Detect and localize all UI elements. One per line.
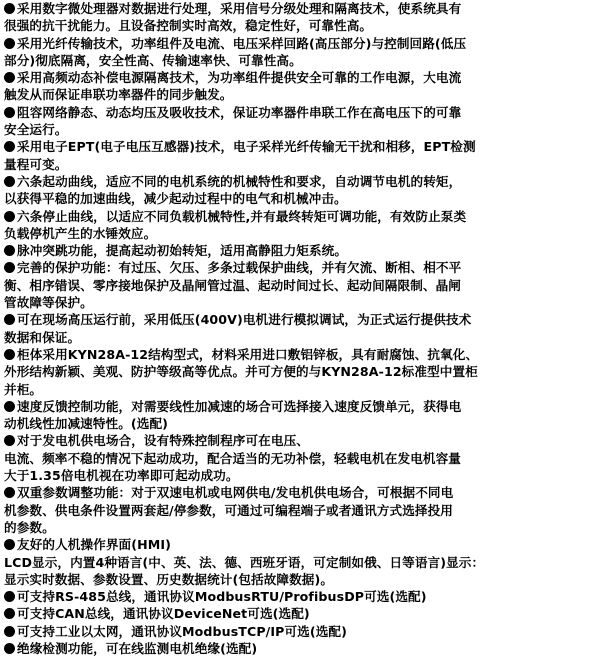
item-text: 阻容网络静态、动态均压及吸收技术，保证功率器件串联工作在高电压下的可靠 [17,104,462,120]
list-item [4,173,592,208]
bullet-icon [4,3,15,14]
item-text: 大于1.35倍电机视在功率即可起动成功。 [4,468,239,484]
list-item [4,138,592,173]
bullet-icon [4,349,15,360]
item-text: 电流、频率不稳的情况下起动成功，配合适当的无功补偿，轻载电机在发电机容量 [4,450,461,466]
item-text: 采用电子EPT(电子电压互感器)技术，电子采样光纤传输无干扰和相移，EPT检测 [17,139,476,155]
item-text: 很强的抗干扰能力。且设备控制实时高效，稳定性好，可靠性高。 [4,18,373,34]
list-item [4,623,592,640]
item-text: 完善的保护功能：有过压、欠压、多条过载保护曲线，并有欠流、断相、相不平 [17,260,462,276]
list-item [4,208,592,243]
bullet-icon [4,262,15,273]
item-text: 负载停机产生的水锤效应。 [4,225,157,241]
list-item [4,69,592,104]
item-text: 部分)彻底隔离，安全性高、传输速率快、可靠性高。 [4,52,302,68]
list-item [4,588,592,605]
bullet-icon [4,401,15,412]
item-text: 管故障等保护。 [4,295,93,311]
item-text: 显示实时数据、参数设置、历史数据统计(包括故障数据)。 [4,571,334,587]
item-text: 并柜。 [4,381,43,397]
list-item [4,605,592,622]
list-item [4,536,592,588]
bullet-icon [4,38,15,49]
item-text: 以获得平稳的加速曲线，减少起动过程中的电气和机械冲击。 [4,191,347,207]
item-text: 采用光纤传输技术，功率组件及电流、电压采样回路(高压部分)与控制回路(低压 [17,35,467,51]
item-text: 可在现场高压运行前，采用低压(400V)电机进行模拟调试，为正式运行提供技术 [17,312,472,328]
list-item [4,398,592,433]
bullet-icon [4,245,15,256]
item-text: 机参数、供电条件设置两套起/停参数，可通过可编程端子或者通讯方式选择投用 [4,502,453,518]
bullet-icon [4,643,15,654]
bullet-icon [4,107,15,118]
bullet-icon [4,314,15,325]
bullet-icon [4,626,15,637]
item-text: 的参数。 [4,519,55,535]
item-text: 采用高频动态补偿电源隔离技术，为功率组件提供安全可靠的工作电源，大电流 [17,70,462,86]
item-text: 六条停止曲线，以适应不同负载机械特性,并有最终转矩可调功能，有效防止泵类 [17,208,467,224]
feature-list [4,0,592,657]
list-item [4,432,592,484]
item-text: 柜体采用KYN28A-12结构型式，材料采用进口敷铝锌板，具有耐腐蚀、抗氧化、 [17,346,479,362]
item-text: LCD显示，内置4种语言(中、英、法、德、西班牙语，可定制如俄、日等语言)显示： [4,554,485,570]
list-item [4,346,592,398]
item-text: 外形结构新颖、美观、防护等级高等优点。并可方便的与KYN28A-12标准型中置柜 [4,364,478,380]
list-item [4,35,592,70]
item-text: 可支持CAN总线，通讯协议DeviceNet可选(选配) [17,606,310,622]
item-text: 绝缘检测功能，可在线监测电机绝缘(选配) [17,640,258,656]
item-text: 对于发电机供电场合，设有特殊控制程序可在电压、 [17,433,309,449]
bullet-icon [4,211,15,222]
item-text: 脉冲突跳功能，提高起动初始转矩，适用高静阻力矩系统。 [17,243,348,259]
item-text: 触发从而保证串联功率器件的同步触发。 [4,87,233,103]
list-item [4,104,592,139]
list-item [4,259,592,311]
item-text: 量程可变。 [4,156,68,172]
item-text: 速度反馈控制功能，对需要线性加减速的场合可选择接入速度反馈单元，获得电 [17,398,462,414]
item-text: 衡、相序错误、零序接地保护及晶闸管过温、起动时间过长、起动间隔限制、晶闸 [4,277,461,293]
bullet-icon [4,72,15,83]
item-text: 安全运行。 [4,122,68,138]
bullet-icon [4,539,15,550]
item-text: 可支持工业以太网，通讯协议ModbusTCP/IP可选(选配) [17,623,347,639]
item-text: 双重参数调整功能：对于双速电机或电网供电/发电机供电场合，可根据不同电 [17,485,454,501]
bullet-icon [4,608,15,619]
bullet-icon [4,435,15,446]
bullet-icon [4,141,15,152]
list-item [4,311,592,346]
item-text: 数据和保证。 [4,329,81,345]
item-text: 六条起动曲线，适应不同的电机系统的机械特性和要求，自动调节电机的转矩， [17,173,462,189]
item-text: 友好的人机操作界面(HMI) [17,537,172,553]
item-text: 动机线性加减速特性。(选配) [4,416,169,432]
item-text: 采用数字微处理器对数据进行处理，采用信号分级处理和隔离技术，使系统具有 [17,1,462,16]
list-item [4,640,592,657]
list-item [4,0,592,35]
list-item [4,484,592,536]
list-item [4,242,592,259]
item-text: 可支持RS-485总线，通讯协议ModbusRTU/ProfibusDP可选(选配) [17,589,427,605]
bullet-icon [4,176,15,187]
bullet-icon [4,487,15,498]
bullet-icon [4,591,15,602]
